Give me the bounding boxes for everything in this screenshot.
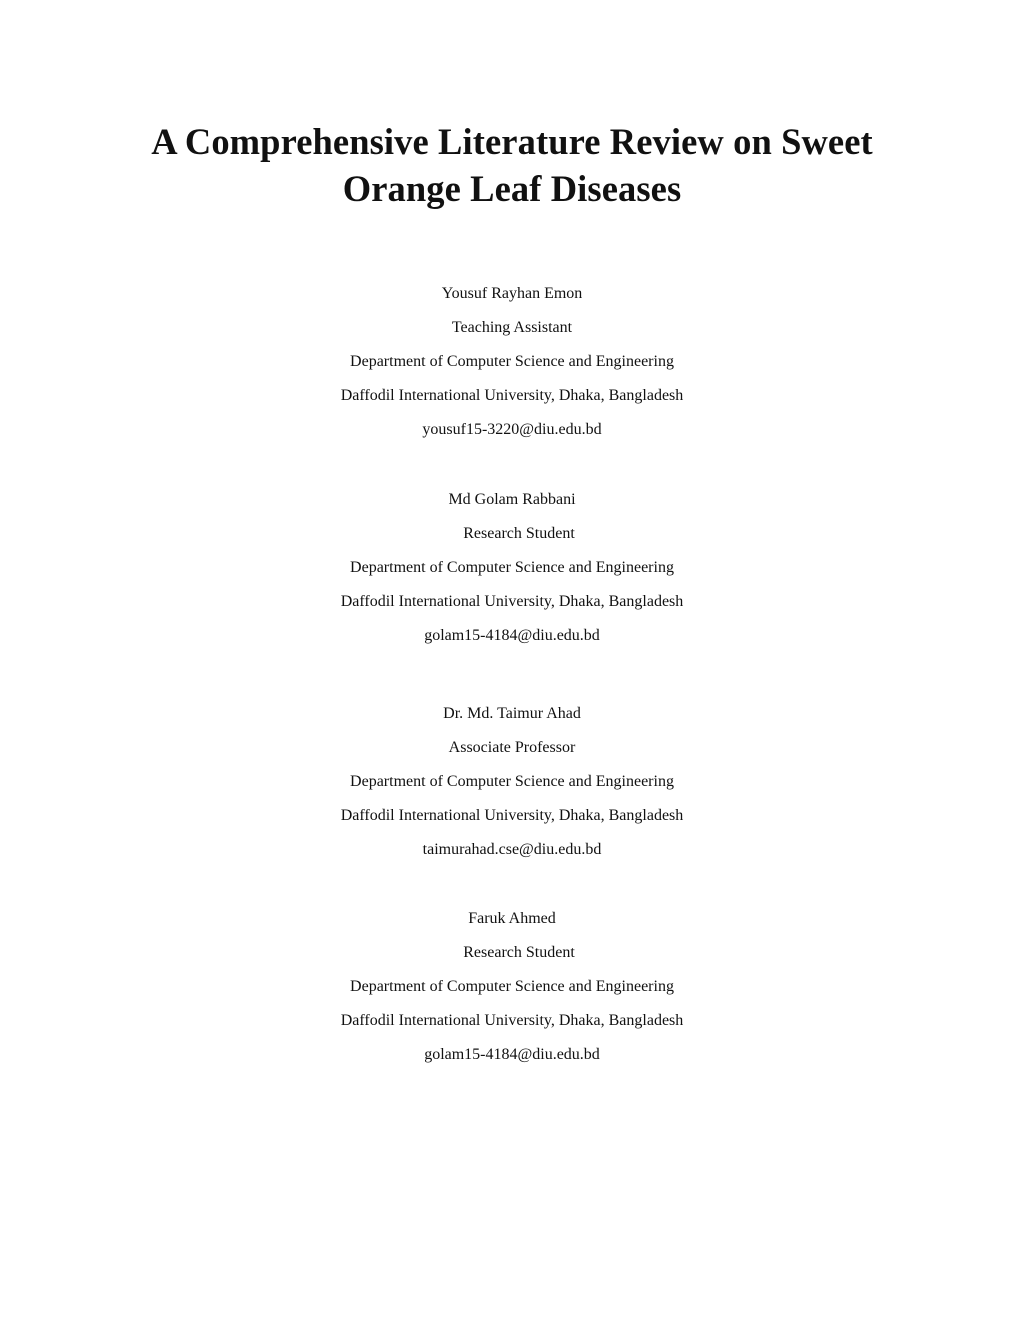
author-affiliation: Daffodil International University, Dhaka, Bangladesh (340, 1012, 684, 1029)
author-email: golam15-4184@diu.edu.bd (424, 627, 600, 644)
author-email: yousuf15-3220@diu.edu.bd (422, 421, 602, 438)
paper-title (100, 118, 924, 212)
author-role: Teaching Assistant (451, 319, 573, 336)
paper-title-line-1: A Comprehensive Literature Review on Sweet (151, 121, 873, 162)
author-department: Department of Computer Science and Engineering (350, 773, 674, 790)
author-name: Faruk Ahmed (468, 910, 556, 927)
author-affiliation: Daffodil International University, Dhaka, Bangladesh (340, 387, 684, 404)
author-department: Department of Computer Science and Engineering (350, 559, 674, 576)
author-name: Dr. Md. Taimur Ahad (443, 705, 581, 722)
author-department: Department of Computer Science and Engineering (350, 353, 674, 370)
author-affiliation: Daffodil International University, Dhaka, Bangladesh (340, 807, 684, 824)
paper-title-line-2: Orange Leaf Diseases (342, 168, 682, 209)
author-role: Associate Professor (448, 739, 576, 756)
author-affiliation: Daffodil International University, Dhaka, Bangladesh (340, 593, 684, 610)
author-role: Research Student (463, 944, 575, 961)
author-role: Research Student (463, 525, 575, 542)
author-name: Yousuf Rayhan Emon (441, 285, 583, 302)
author-department: Department of Computer Science and Engineering (350, 978, 674, 995)
author-email: taimurahad.cse@diu.edu.bd (422, 841, 602, 858)
author-name: Md Golam Rabbani (448, 491, 576, 508)
author-email: golam15-4184@diu.edu.bd (424, 1046, 600, 1063)
